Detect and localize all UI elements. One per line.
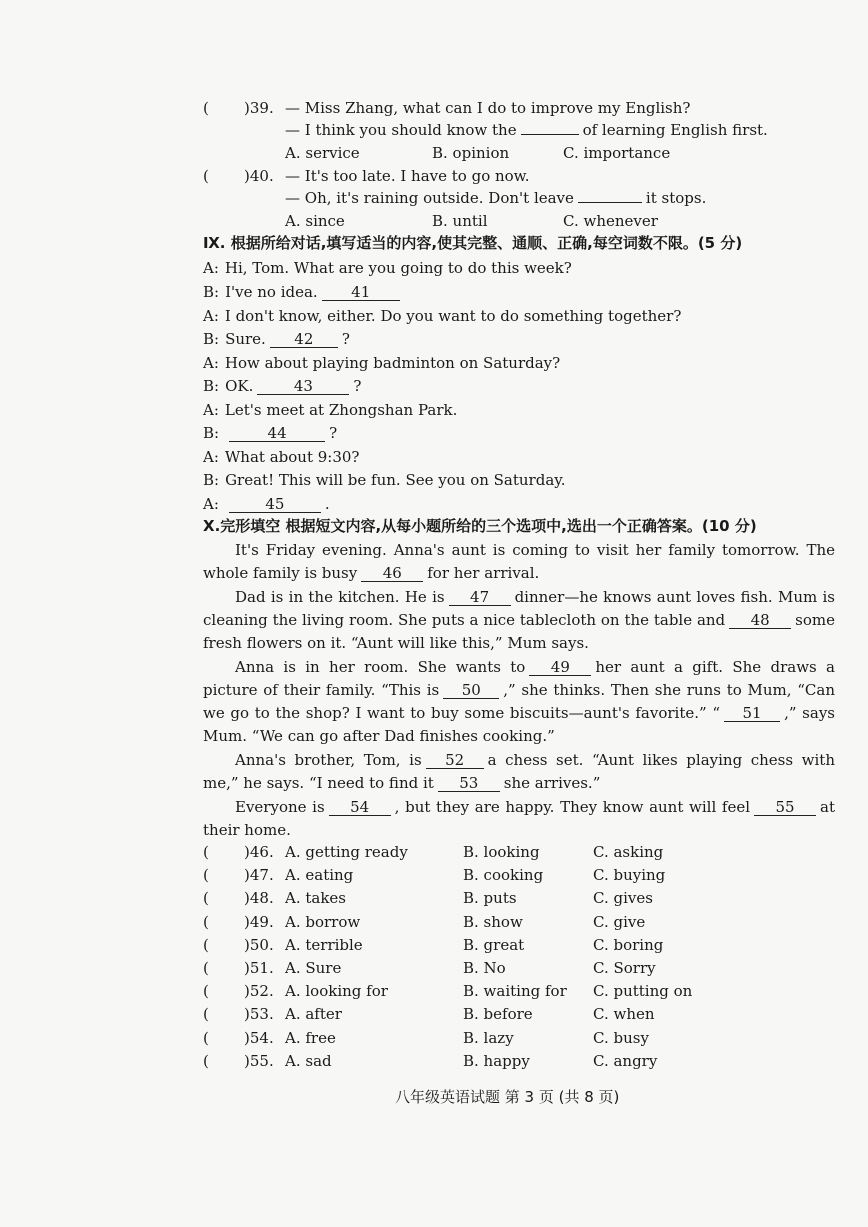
option-a[interactable]: A. eating — [285, 866, 354, 885]
dialogue-text-end: ? — [353, 377, 362, 395]
speaker-label: B: — [203, 330, 220, 348]
option-b[interactable]: B. waiting for — [463, 982, 567, 1001]
speaker-label: A: — [203, 259, 219, 277]
question-number: )55. — [244, 1051, 274, 1070]
dialogue-text: Sure. — [225, 330, 266, 348]
option-c[interactable]: C. boring — [593, 935, 664, 954]
dialogue-text: I've no idea. — [225, 283, 318, 301]
option-a[interactable]: A. free — [285, 1028, 336, 1047]
option-c[interactable]: C. when — [593, 1005, 655, 1024]
cloze-paragraph-4: Anna's brother, Tom, is 52 a chess set. “Aunt likes playing chess with me,” he says. “I need to find it 53 she arrives.” — [203, 751, 835, 792]
cloze-blank-54[interactable]: 54 — [329, 799, 391, 816]
option-c[interactable]: C. Sorry — [593, 959, 656, 977]
dialogue-text: OK. — [225, 377, 254, 395]
dialogue-line — [203, 447, 359, 467]
option-a[interactable]: A. after — [285, 1005, 342, 1024]
speaker-label: A: — [203, 401, 219, 419]
question-number: )49. — [244, 912, 274, 931]
q39-line1: — Miss Zhang, what can I do to improve my English? — [285, 99, 691, 117]
cloze-paragraph-5: Everyone is 54 , but they are happy. They know aunt will feel 55 at their home. — [203, 798, 835, 839]
q40-bracket: ( — [203, 167, 209, 185]
dialogue-text: Let's meet at Zhongshan Park. — [224, 401, 458, 419]
option-c[interactable]: C. asking — [593, 843, 664, 861]
option-c[interactable]: C. gives — [593, 889, 653, 908]
dialogue-line — [203, 376, 361, 396]
question-number: )46. — [244, 843, 274, 861]
option-b[interactable]: B. cooking — [463, 866, 544, 885]
dialogue-text-end: . — [324, 495, 330, 513]
dialogue-text-end: ? — [329, 424, 338, 442]
dialogue-text: I don't know, either. Do you want to do something together? — [224, 307, 682, 325]
q39-line2: — I think you should know the of learning English first. — [285, 121, 768, 139]
option-b[interactable]: B. before — [463, 1005, 533, 1024]
cloze-blank-51[interactable]: 51 — [724, 705, 780, 722]
option-c[interactable]: C. busy — [593, 1028, 649, 1047]
q39-option-a: A. service — [285, 144, 360, 162]
speaker-label: B: — [203, 424, 220, 442]
option-a[interactable]: A. sad — [285, 1051, 332, 1070]
dialogue-text: What about 9:30? — [224, 448, 360, 466]
speaker-label: B: — [203, 471, 220, 489]
option-c[interactable]: C. give — [593, 912, 646, 931]
answer-bracket[interactable]: ( — [203, 843, 209, 861]
q39-blank[interactable] — [521, 134, 579, 135]
option-b[interactable]: B. lazy — [463, 1028, 514, 1047]
answer-bracket[interactable]: ( — [203, 866, 209, 885]
cloze-blank-55[interactable]: 55 — [754, 799, 816, 816]
dialogue-text-end: ? — [341, 330, 350, 348]
option-c[interactable]: C. angry — [593, 1051, 658, 1070]
cloze-blank-52[interactable]: 52 — [426, 752, 484, 769]
option-c[interactable]: C. buying — [593, 866, 666, 885]
speaker-label: B: — [203, 283, 220, 301]
answer-bracket[interactable]: ( — [203, 1005, 209, 1024]
cloze-paragraph-2: Dad is in the kitchen. He is 47 dinner—he knows aunt loves fish. Mum is cleaning the living room. She puts a nice tablecloth on the table and 48 some fresh flowers on it. “Aunt will like this,” Mum says. — [203, 588, 835, 652]
option-a[interactable]: A. Sure — [285, 959, 342, 977]
option-c[interactable]: C. putting on — [593, 982, 693, 1001]
question-number: )52. — [244, 982, 274, 1001]
question-number: )50. — [244, 935, 274, 954]
q40-blank[interactable] — [578, 202, 642, 203]
q39-number: )39. — [244, 99, 274, 117]
speaker-label: A: — [203, 307, 219, 325]
q40-number: )40. — [244, 167, 274, 185]
section9-heading: Ⅸ. 根据所给对话,填写适当的内容,使其完整、通顺、正确,每空词数不限。(5 分) — [203, 234, 743, 252]
cloze-blank-47[interactable]: 47 — [449, 589, 511, 606]
dialogue-line — [203, 400, 457, 420]
cloze-paragraph-3: Anna is in her room. She wants to 49 her aunt a gift. She draws a picture of their family. “This is 50 ,” she thinks. Then she runs to Mum, “Can we go to the shop? I want to buy some biscuits—aunt's favorite.” “ 51 ,” says Mum. “We can go after Dad finishes cooking.” — [203, 658, 835, 745]
answer-bracket[interactable]: ( — [203, 959, 209, 977]
cloze-blank-50[interactable]: 50 — [443, 682, 499, 699]
q39-option-c: C. importance — [563, 144, 671, 162]
dialogue-blank-45[interactable]: 45 — [229, 496, 321, 513]
q40-option-a: A. since — [285, 212, 345, 230]
cloze-blank-48[interactable]: 48 — [729, 612, 791, 629]
answer-bracket[interactable]: ( — [203, 1028, 209, 1047]
question-number: )54. — [244, 1028, 274, 1047]
section10-heading: Ⅹ.完形填空 根据短文内容,从每小题所给的三个选项中,选出一个正确答案。(10 分) — [203, 517, 757, 535]
dialogue-text: Hi, Tom. What are you going to do this week? — [224, 259, 572, 277]
dialogue-line — [203, 470, 566, 490]
option-a[interactable]: A. takes — [285, 889, 347, 908]
dialogue-line — [203, 423, 337, 443]
dialogue-blank-42[interactable]: 42 — [270, 331, 338, 348]
cloze-blank-53[interactable]: 53 — [438, 775, 500, 792]
dialogue-blank-43[interactable]: 43 — [257, 378, 349, 395]
q40-line2: — Oh, it's raining outside. Don't leave it stops. — [285, 189, 707, 207]
speaker-label: B: — [203, 377, 220, 395]
cloze-blank-46[interactable]: 46 — [361, 565, 423, 582]
answer-bracket[interactable]: ( — [203, 935, 209, 954]
option-b[interactable]: B. puts — [463, 889, 517, 908]
option-b[interactable]: B. great — [463, 935, 525, 954]
cloze-paragraph-1: It's Friday evening. Anna's aunt is coming to visit her family tomorrow. The whole family is busy 46 for her arrival. — [203, 541, 835, 582]
answer-bracket[interactable]: ( — [203, 889, 209, 908]
option-b[interactable]: B. happy — [463, 1051, 530, 1070]
q39-option-b: B. opinion — [432, 144, 510, 162]
answer-bracket[interactable]: ( — [203, 912, 209, 931]
dialogue-line — [203, 258, 572, 278]
cloze-blank-49[interactable]: 49 — [529, 659, 591, 676]
q40-option-b: B. until — [432, 212, 488, 230]
q40-line1: — It's too late. I have to go now. — [285, 167, 530, 185]
dialogue-line — [203, 353, 560, 373]
dialogue-line — [203, 494, 330, 514]
answer-bracket[interactable]: ( — [203, 982, 209, 1001]
dialogue-line — [203, 329, 350, 349]
option-a[interactable]: A. getting ready — [285, 843, 408, 861]
option-b[interactable]: B. show — [463, 912, 523, 931]
question-number: )53. — [244, 1005, 274, 1024]
question-number: )48. — [244, 889, 274, 908]
answer-bracket[interactable]: ( — [203, 1051, 209, 1070]
dialogue-line — [203, 282, 404, 302]
dialogue-text: How about playing badminton on Saturday? — [224, 354, 561, 372]
option-a[interactable]: A. looking for — [285, 982, 388, 1001]
option-a[interactable]: A. terrible — [285, 935, 363, 954]
dialogue-text: Great! This will be fun. See you on Saturday. — [225, 471, 566, 489]
option-b[interactable]: B. looking — [463, 843, 540, 861]
question-number: )47. — [244, 866, 274, 885]
speaker-label: A: — [203, 448, 219, 466]
q40-option-c: C. whenever — [563, 212, 658, 230]
option-a[interactable]: A. borrow — [285, 912, 361, 931]
dialogue-line — [203, 306, 681, 326]
q39-bracket: ( — [203, 99, 209, 117]
page-footer: 八年级英语试题 第 3 页 (共 8 页) — [395, 1088, 620, 1106]
speaker-label: A: — [203, 354, 219, 372]
dialogue-blank-41[interactable]: 41 — [322, 284, 400, 301]
option-b[interactable]: B. No — [463, 959, 506, 977]
question-number: )51. — [244, 959, 274, 977]
dialogue-blank-44[interactable]: 44 — [229, 425, 325, 442]
speaker-label: A: — [203, 495, 219, 513]
